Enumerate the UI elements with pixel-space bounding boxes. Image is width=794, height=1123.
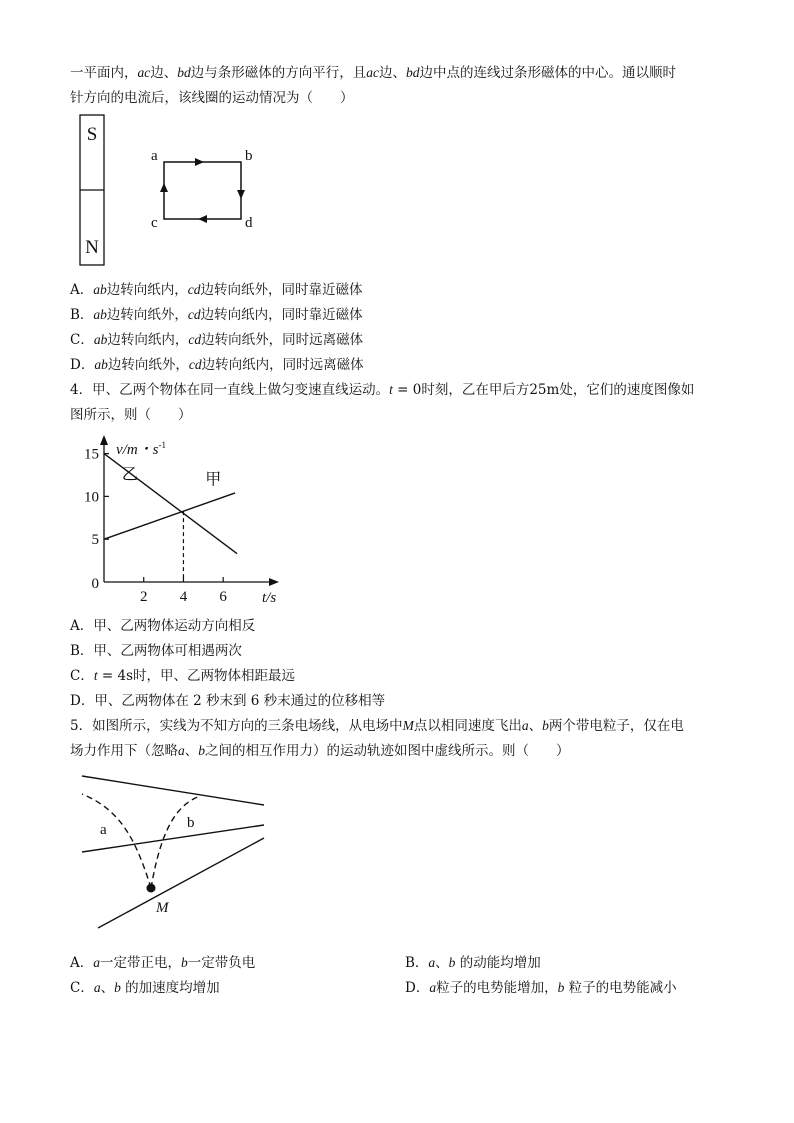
field-line-bottom [98, 838, 264, 928]
label-a: a [100, 822, 107, 838]
y-tick-label-0: 0 [91, 576, 99, 592]
current-arrow-ab [195, 158, 204, 166]
q5-field-lines-figure [76, 770, 276, 930]
q5-option-d[interactable]: D．a粒子的电势能增加，b 粒子的电势能减小 [405, 980, 677, 996]
q3-option-a[interactable]: A．ab边转向纸内，cd边转向纸外，同时靠近磁体 [70, 282, 363, 298]
x-tick-label-2: 2 [139, 589, 148, 605]
corner-a: a [151, 148, 158, 164]
q4-stem-line2: 图所示，则（ ） [70, 407, 192, 423]
series-label-yi: 乙 [121, 466, 138, 484]
current-arrow-ca [160, 183, 168, 192]
coil-loop [164, 162, 241, 219]
magnet-pole-n: N [85, 237, 99, 258]
q5-stem-line1: 5．如图所示，实线为不知方向的三条电场线，从电场中M点以相同速度飞出a、b两个带电粒子，仅在电 [70, 718, 684, 734]
corner-d: d [245, 215, 253, 231]
point-m [147, 884, 156, 893]
q3-option-d[interactable]: D．ab边转向纸外，cd边转向纸内，同时远离磁体 [70, 357, 364, 373]
field-line-middle [82, 825, 264, 852]
series-label-jia: 甲 [205, 471, 222, 489]
y-tick-label-5: 5 [91, 532, 99, 549]
field-line-top [82, 776, 264, 805]
q3-magnet-coil-figure [76, 115, 276, 265]
trajectory-a [82, 794, 151, 888]
y-axis-arrow [100, 435, 108, 445]
q4-option-c[interactable]: C．t = 4s时，甲、乙两物体相距最远 [70, 668, 296, 684]
trajectory-b [151, 796, 200, 888]
current-arrow-dc [198, 215, 207, 223]
corner-c: c [151, 215, 158, 231]
q5-option-a[interactable]: A．a一定带正电，b一定带负电 [70, 955, 256, 971]
q4-option-d[interactable]: D．甲、乙两物体在 2 秒末到 6 秒末通过的位移相等 [70, 693, 386, 709]
q5-option-b[interactable]: B．a、b 的动能均增加 [405, 955, 541, 971]
q5-option-c[interactable]: C．a、b 的加速度均增加 [70, 980, 220, 996]
q4-option-a[interactable]: A．甲、乙两物体运动方向相反 [70, 618, 256, 634]
x-axis-label: t/s [262, 590, 277, 606]
corner-b: b [245, 148, 253, 164]
q3-stem-line1: 一平面内，ac边、bd边与条形磁体的方向平行，且ac边、bd边中点的连线过条形磁体的中心。通以顺时 [70, 65, 676, 81]
q3-stem-line2: 针方向的电流后，该线圈的运动情况为（ ） [70, 90, 354, 106]
x-tick-label-6: 6 [219, 589, 227, 605]
magnet-pole-s: S [86, 124, 98, 145]
series-line-1 [104, 493, 235, 539]
label-b: b [187, 815, 195, 831]
y-tick-label-10: 10 [84, 489, 99, 506]
x-tick-label-4: 4 [179, 589, 188, 605]
q3-option-c[interactable]: C．ab边转向纸内，cd边转向纸外，同时远离磁体 [70, 332, 364, 348]
q3-option-b[interactable]: B．ab边转向纸外，cd边转向纸内，同时靠近磁体 [70, 307, 363, 323]
q4-option-b[interactable]: B．甲、乙两物体可相遇两次 [70, 643, 242, 659]
y-tick-label-15: 15 [84, 446, 99, 463]
q5-stem-line2: 场力作用下（忽略a、b之间的相互作用力）的运动轨迹如图中虚线所示。则（ ） [70, 743, 570, 759]
q4-stem-line1: 4．甲、乙两个物体在同一直线上做匀变速直线运动。t = 0时刻，乙在甲后方25m处，它们的速度图像如 [70, 382, 695, 398]
x-axis-arrow [269, 578, 279, 586]
y-axis-label: v/m・$s^{-1}$ [116, 440, 166, 458]
label-m: M [156, 900, 169, 916]
current-arrow-bd [237, 190, 245, 199]
q4-velocity-time-chart [76, 430, 286, 605]
